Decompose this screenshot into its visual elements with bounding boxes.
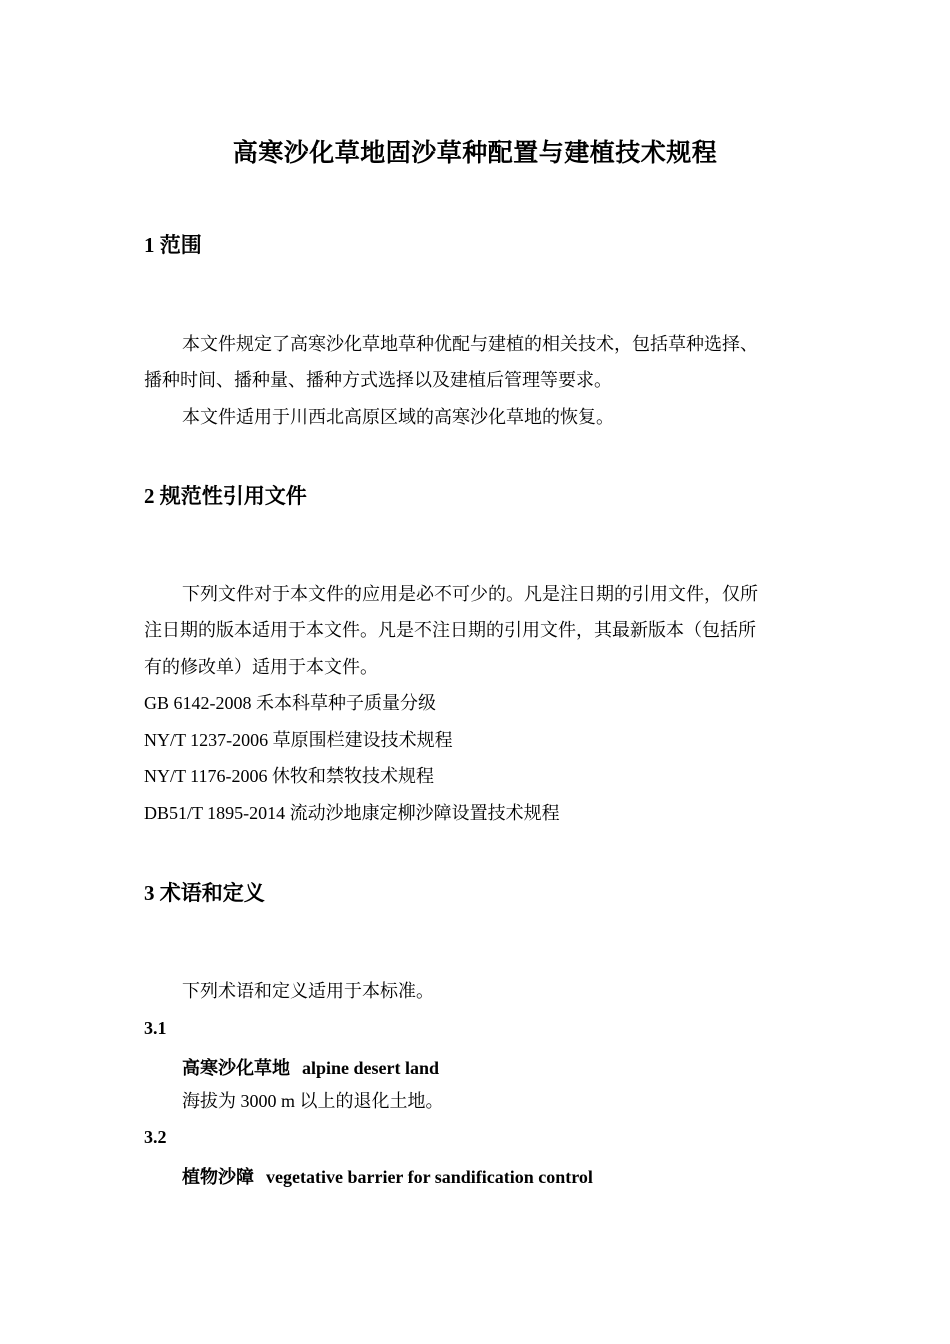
term-title: [182, 1054, 439, 1080]
references-paragraph-line-3: 有的修改单）适用于本文件。: [144, 657, 378, 677]
references-paragraph-line-1: 下列文件对于本文件的应用是必不可少的。凡是注日期的引用文件，仅所: [182, 584, 758, 604]
term-definition: 海拔为 3000 m 以上的退化土地。: [182, 1091, 444, 1111]
term-number: 3.1: [144, 1018, 167, 1038]
reference-item: NY/T 1176-2006 休牧和禁牧技术规程: [144, 766, 434, 786]
reference-item: DB51/T 1895-2014 流动沙地康定柳沙障设置技术规程: [144, 803, 560, 823]
term-english-name: alpine desert land: [302, 1058, 440, 1078]
term-chinese-name: 植物沙障: [182, 1167, 254, 1187]
term-english-name: vegetative barrier for sandification control: [266, 1167, 593, 1187]
scope-paragraph-line-2: 播种时间、播种量、播种方式选择以及建植后管理等要求。: [144, 370, 612, 390]
document-title: 高寒沙化草地固沙草种配置与建植技术规程: [232, 140, 718, 167]
section-heading-terms-definitions: 3 术语和定义: [144, 881, 265, 905]
term-chinese-name: 高寒沙化草地: [182, 1058, 290, 1078]
references-paragraph-line-2: 注日期的版本适用于本文件。凡是不注日期的引用文件，其最新版本（包括所: [144, 620, 756, 640]
scope-paragraph-applicability: 本文件适用于川西北高原区域的高寒沙化草地的恢复。: [182, 407, 614, 427]
reference-item: NY/T 1237-2006 草原围栏建设技术规程: [144, 730, 453, 750]
term-title: [182, 1163, 593, 1189]
scope-paragraph-line-1: 本文件规定了高寒沙化草地草种优配与建植的相关技术，包括草种选择、: [182, 334, 758, 354]
term-number: 3.2: [144, 1127, 167, 1147]
section-heading-normative-references: 2 规范性引用文件: [144, 484, 307, 508]
terms-intro: 下列术语和定义适用于本标准。: [182, 981, 434, 1001]
section-heading-scope: 1 范围: [144, 233, 202, 257]
reference-item: GB 6142-2008 禾本科草种子质量分级: [144, 693, 436, 713]
